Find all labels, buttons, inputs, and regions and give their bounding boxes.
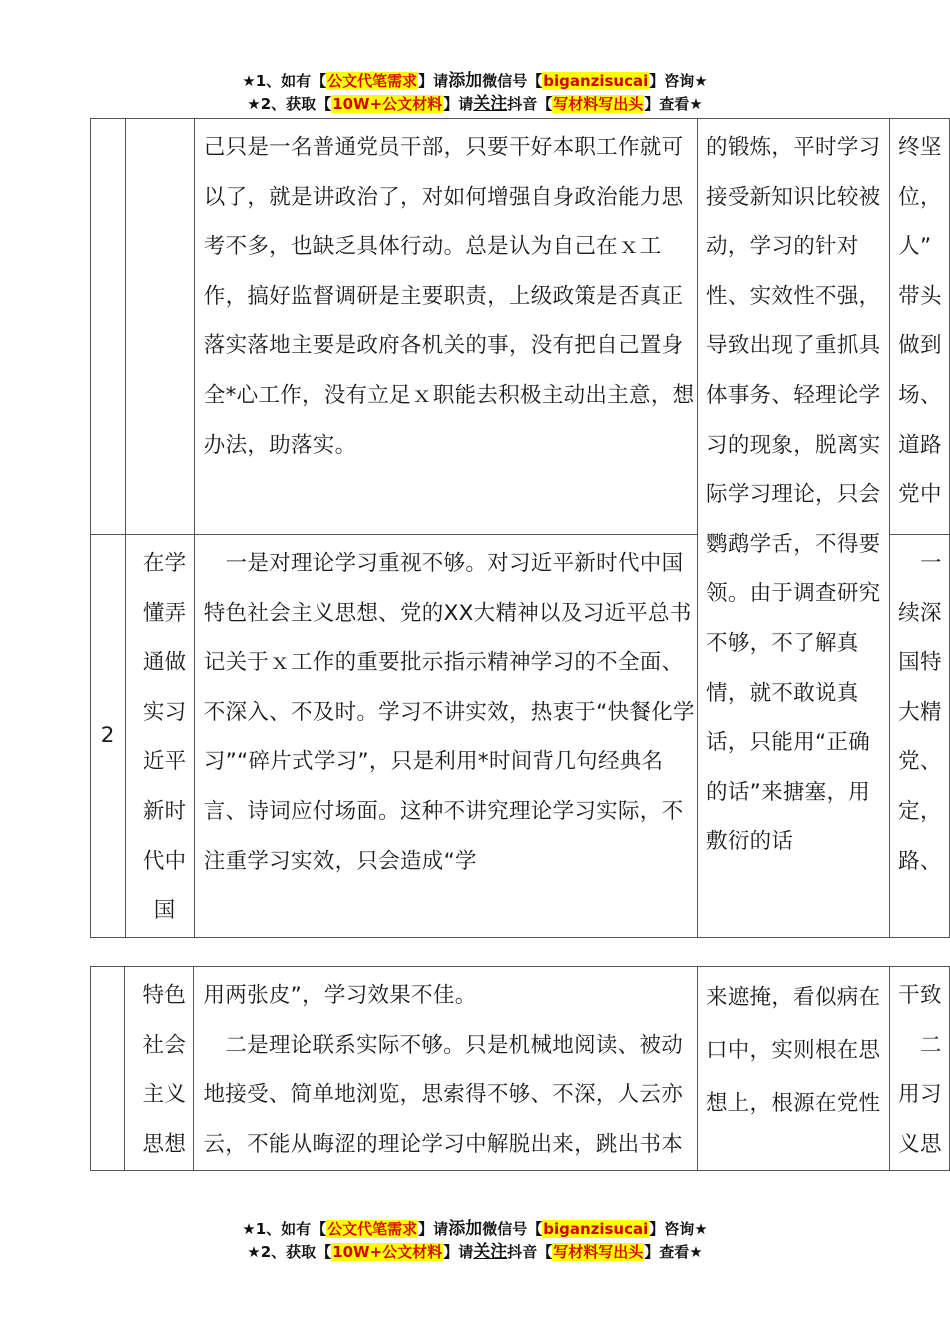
banner-highlight: 公文代笔需求 — [327, 72, 418, 90]
row-number — [91, 119, 126, 535]
banner-bottom-line-2: ★2、获取【10W+公文材料】请关注抖音【写材料写出头】查看★ — [247, 1242, 703, 1262]
banner-highlight: 公文代笔需求 — [327, 1220, 418, 1238]
banner-bottom-line-1: ★1、如有【公文代笔需求】请添加微信号【biganzisucai】咨询★ — [242, 1219, 708, 1239]
row-number: 2 — [91, 535, 126, 938]
topic-cell: 在学懂弄通做实习近平新时代中国 — [125, 535, 194, 938]
problem-cell: 一是对理论学习重视不够。对习近平新时代中国特色社会主义思想、党的XX大精神以及习近平总书记关于ｘ工作的重要批示指示精神学习的不全面、不深入、不及时。学习不讲实效，热衷于“快餐化学习”“碎片式学习”，只是利用*时间背几句经典名言、诗词应付场面。这种不讲究理论学习实际，不注重学习实效，只会造成“学 — [194, 535, 697, 938]
banner-douyin-name: 写材料写出头 — [553, 95, 644, 113]
problem-cell: 己只是一名普通党员干部，只要干好本职工作就可以了，就是讲政治了，对如何增强自身政治能力思考不多，也缺乏具体行动。总是认为自己在ｘ工作，搞好监督调研是主要职责，上级政策是否真正落实落地主要是政府各机关的事，没有把自己置身全*心工作，没有立足ｘ职能去积极主动出主意，想办法，助落实。 — [194, 119, 697, 535]
banner-highlight: 10W+公文材料 — [332, 95, 443, 113]
banner-top-line-1: ★1、如有【公文代笔需求】请添加微信号【biganzisucai】咨询★ — [242, 71, 708, 91]
cause-cell: 的锻炼，平时学习接受新知识比较被动，学习的针对性、实效性不强，导致出现了重抓具体事务、轻理论学习的现象，脱离实际学习理论，只会鹦鹉学舌，不得要领。由于调查研究不够，不了解真情，就不敢说真话，只能用“正确的话”来搪塞，用敷衍的话 — [698, 119, 890, 938]
topic-cell — [125, 119, 194, 535]
banner-top-line-2: ★2、获取【10W+公文材料】请关注抖音【写材料写出头】查看★ — [247, 94, 703, 114]
table-row — [91, 967, 950, 1171]
measure-cell: 终坚 位， 人” 带头 做到 场、 道路 党中 — [890, 119, 950, 535]
table-page-1 — [90, 118, 950, 938]
banner-wechat-id: biganzisucai — [543, 72, 649, 90]
topic-cell: 特色社会主义思想 — [125, 967, 194, 1171]
cause-cell: 来遮掩，看似病在口中，实则根在思想上，根源在党性 — [697, 967, 889, 1171]
banner-douyin-name: 写材料写出头 — [553, 1243, 644, 1261]
measure-cell: 干致 二 用习 义思 — [890, 967, 950, 1171]
table-row — [91, 119, 950, 535]
measure-cell: 一 续深 国特 大精 党、 定， 路、 — [890, 535, 950, 938]
row-number — [91, 967, 125, 1171]
problem-cell: 用两张皮”，学习效果不佳。 二是理论联系实际不够。只是机械地阅读、被动地接受、简单地浏览，思索得不够、不深，人云亦云，不能从晦涩的理论学习中解脱出来，跳出书本 — [194, 967, 697, 1171]
table-page-2 — [90, 966, 950, 1171]
banner-highlight: 10W+公文材料 — [332, 1243, 443, 1261]
banner-wechat-id: biganzisucai — [543, 1220, 649, 1238]
